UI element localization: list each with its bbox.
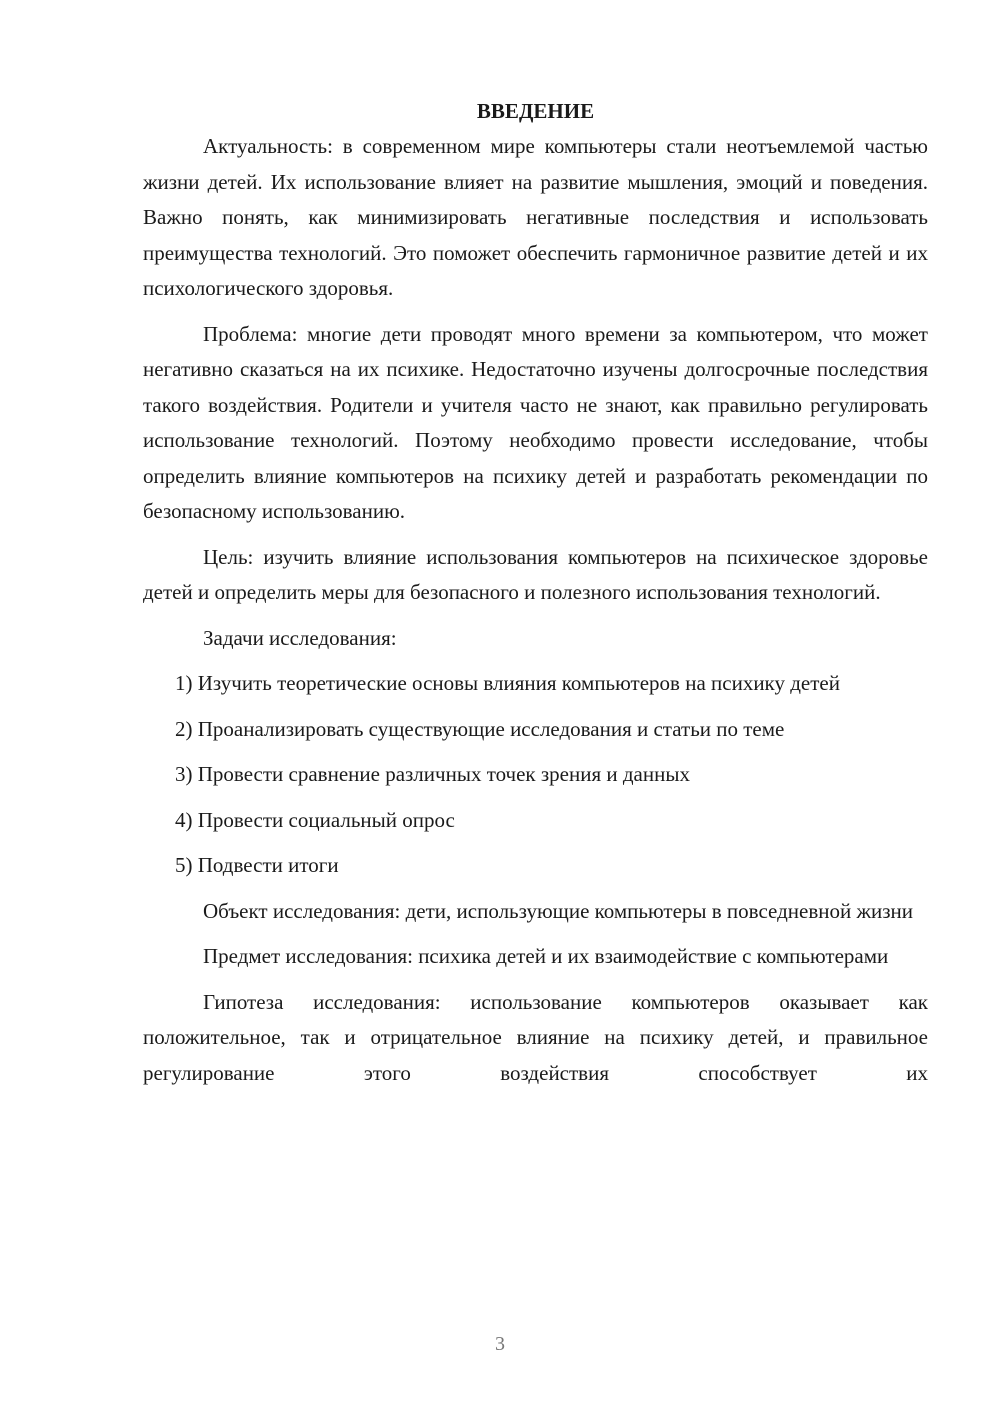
task-item: 4) Провести социальный опрос [175, 807, 455, 832]
paragraph-tasks-heading: Задачи исследования: [203, 625, 397, 650]
page-content [143, 94, 928, 1101]
paragraph-subject: Предмет исследования: психика детей и их взаимодействие с компьютерами [203, 944, 889, 968]
paragraph-object: Объект исследования: дети, использующие компьютеры в повседневной жизни [203, 898, 913, 923]
paragraph-problem: Проблема: многие дети проводят много времени за компьютером, что может негативно сказаться на их психике. Недостаточно изучены долгосрочные последствия такого воздействия. Родители и учителя часто не знают, как правильно регулировать использование технологий. Поэтому необходимо провести исследование, чтобы определить влияние компьютеров на психику детей и разработать рекомендации по безопасному использованию. [143, 321, 928, 523]
paragraph-goal: Цель: изучить влияние использования компьютеров на психическое здоровье детей и определить меры для безопасного и полезного использования технологий. [143, 544, 928, 604]
paragraph-relevance: Актуальность: в современном мире компьютеры стали неотъемлемой частью жизни детей. Их использование влияет на развитие мышления, эмоций и поведения. Важно понять, как минимизировать негативные последствия и использовать преимущества технологий. Это поможет обеспечить гармоничное развитие детей и их психологического здоровья. [143, 134, 928, 300]
task-item: 3) Провести сравнение различных точек зрения и данных [175, 762, 690, 786]
task-item: 2) Проанализировать существующие исследования и статьи по теме [175, 716, 785, 741]
page-number: 3 [495, 1333, 505, 1355]
task-item: 1) Изучить теоретические основы влияния компьютеров на психику детей [175, 671, 840, 695]
task-item: 5) Подвести итоги [175, 853, 339, 877]
paragraph-hypothesis: Гипотеза исследования: использование компьютеров оказывает как положительное, так и отрицательное влияние на психику детей, и правильное регулирование этого воздействия способствует их [143, 989, 928, 1085]
section-title: ВВЕДЕНИЕ [476, 99, 595, 123]
